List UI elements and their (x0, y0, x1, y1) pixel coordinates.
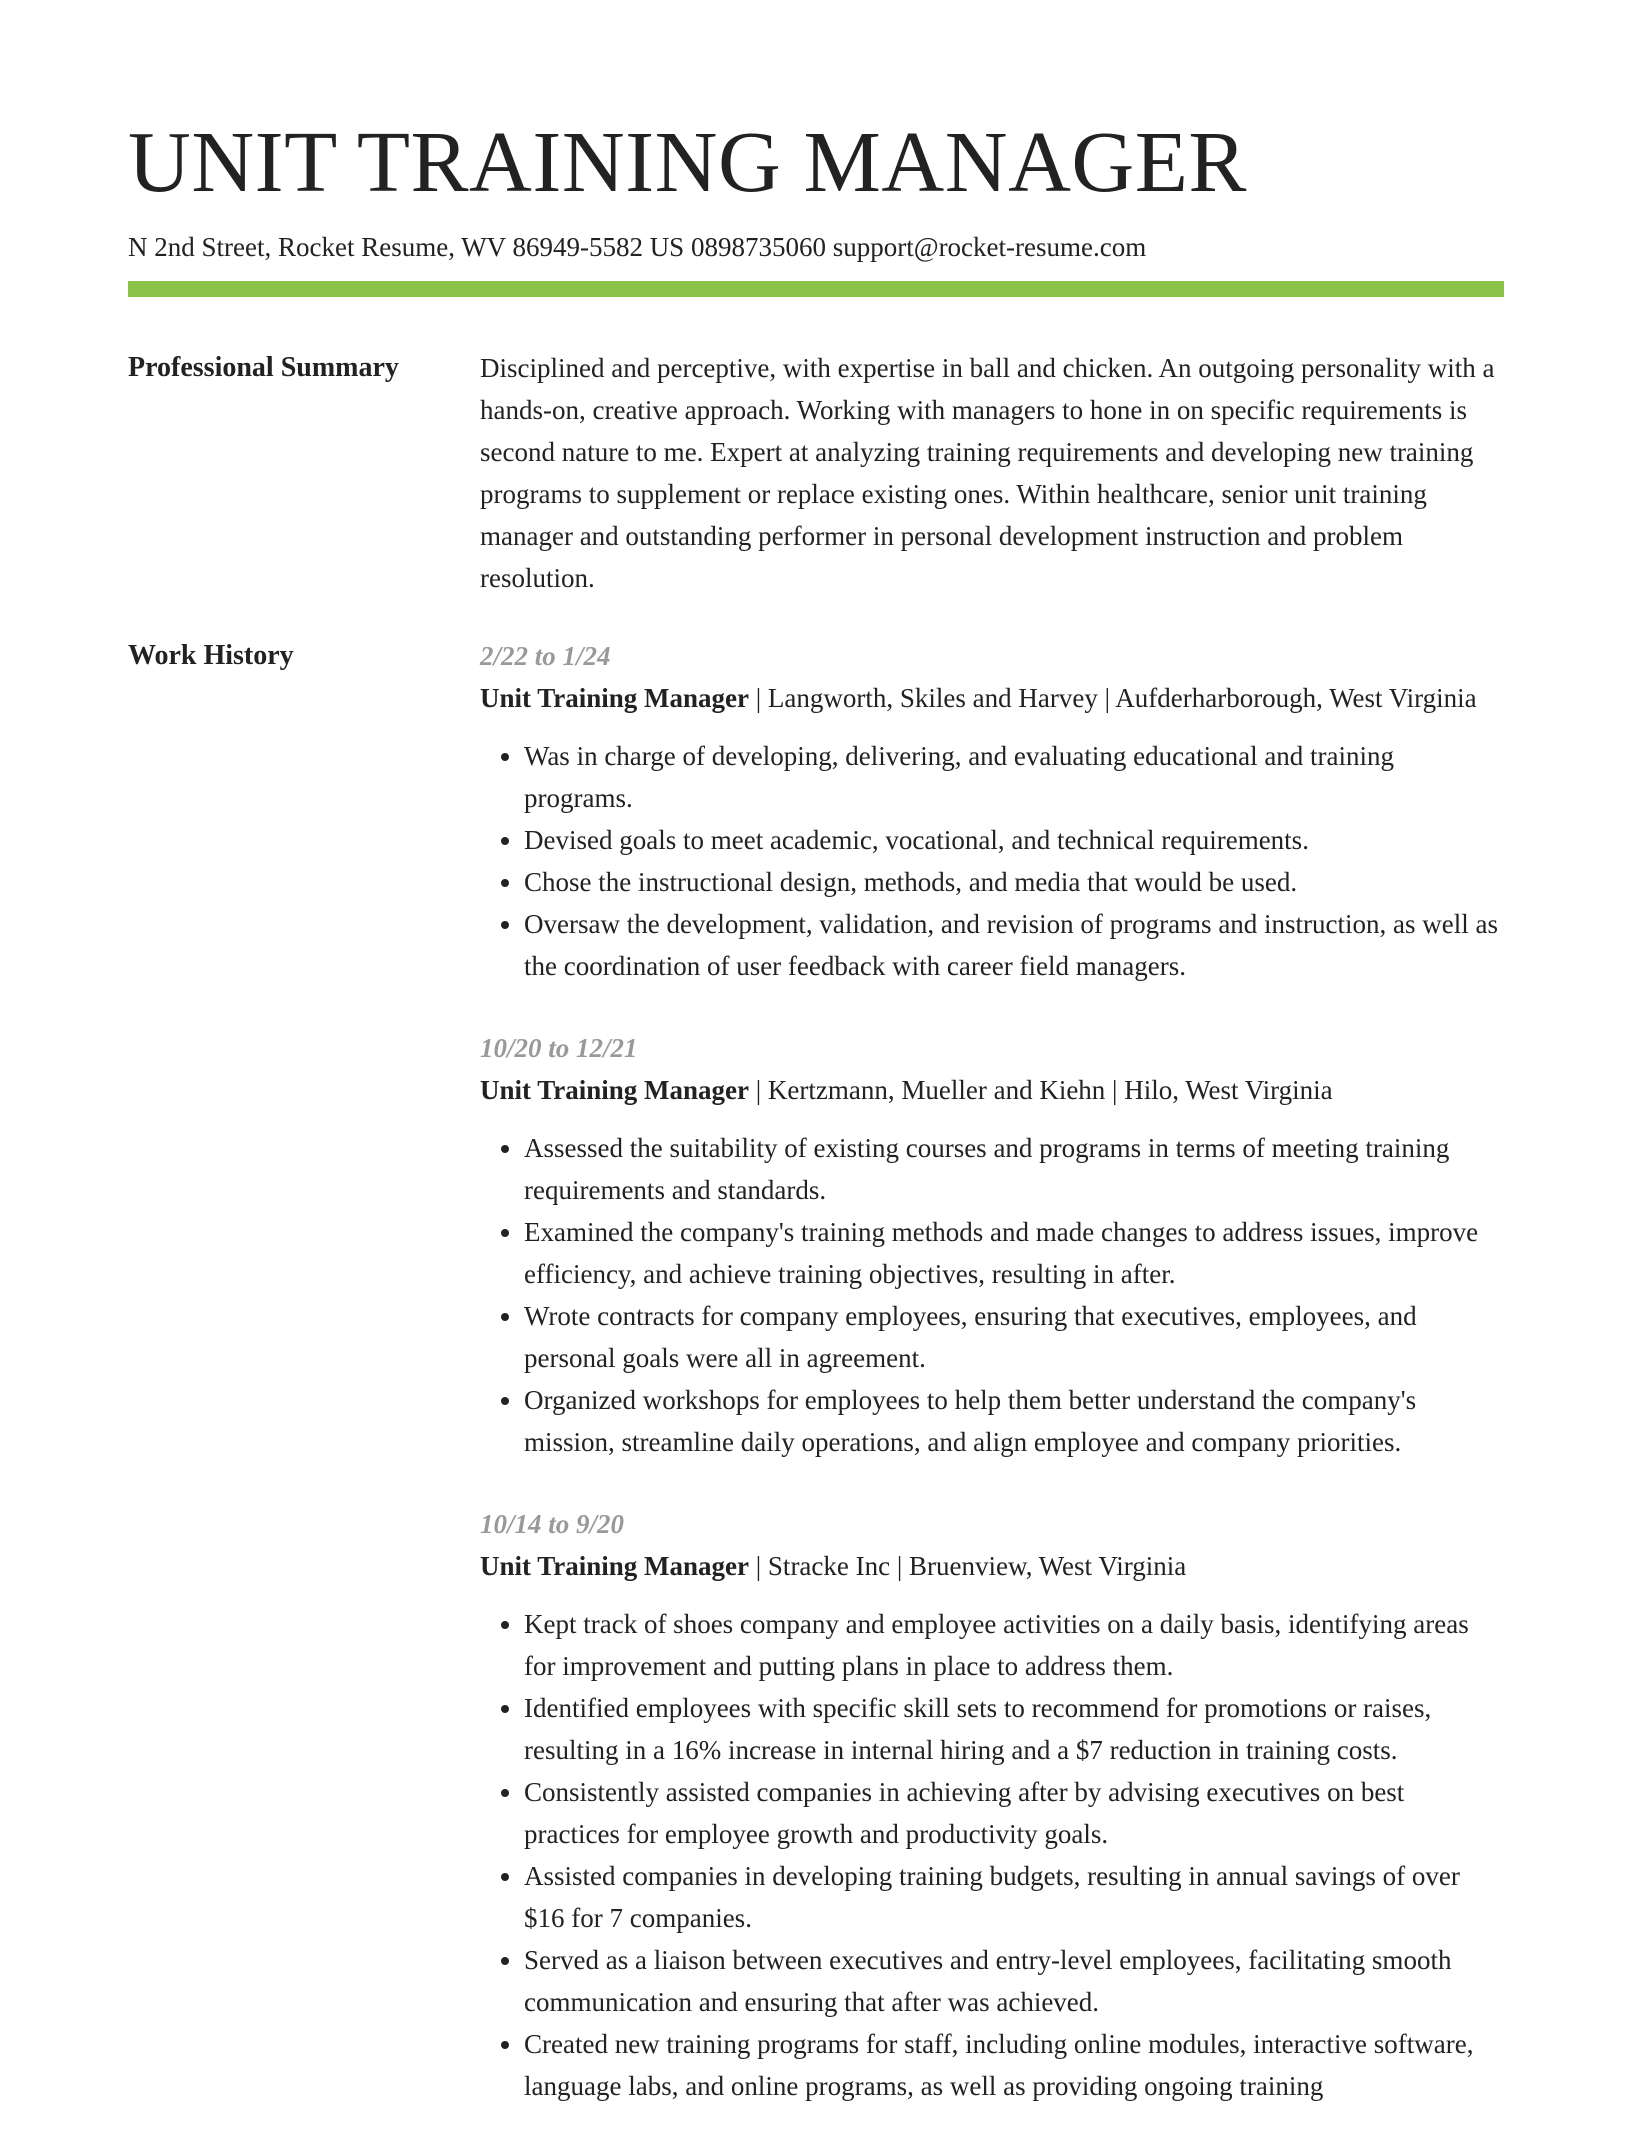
job-bullets (480, 1603, 1504, 2107)
job-header (480, 1069, 1504, 1111)
work-history-section (128, 635, 1504, 2147)
job-entry (480, 635, 1504, 987)
job-header (480, 1545, 1504, 1587)
professional-summary-heading: Professional Summary (128, 352, 399, 384)
job-header (480, 677, 1504, 719)
job-bullets (480, 735, 1504, 987)
job-employer-location: | Kertzmann, Mueller and Kiehn | Hilo, West Virginia (749, 1075, 1333, 1106)
job-bullet: • Examined the company's training methods and made changes to address issues, improve efficiency, and achieve training objectives, resulting in after. (524, 1211, 1504, 1295)
job-dates: 10/14 to 9/20 (480, 1509, 625, 1540)
job-entry (480, 1027, 1504, 1463)
job-bullet: • Chose the instructional design, methods, and media that would be used. (524, 861, 1504, 903)
job-bullet: • Consistently assisted companies in achieving after by advising executives on best practices for employee growth and productivity goals. (524, 1771, 1504, 1855)
contact-info: N 2nd Street, Rocket Resume, WV 86949-5582 US 0898735060 support@rocket-resume.com (128, 232, 1147, 262)
job-dates: 2/22 to 1/24 (480, 641, 611, 672)
job-title: Unit Training Manager (480, 683, 750, 714)
job-title: Unit Training Manager (480, 1551, 750, 1582)
job-dates: 10/20 to 12/21 (480, 1033, 638, 1064)
job-entry (480, 1503, 1504, 2107)
job-bullet: • Created new training programs for staff, including online modules, interactive software, language labs, and online programs, as well as providing ongoing training (524, 2023, 1504, 2107)
job-title: Unit Training Manager (480, 1075, 750, 1106)
professional-summary-section (128, 347, 1504, 599)
work-history-body (480, 635, 1504, 2147)
resume-name: UNIT TRAINING MANAGER (128, 113, 1247, 210)
job-bullet: • Oversaw the development, validation, and revision of programs and instruction, as well as the coordination of user feedback with career field managers. (524, 903, 1504, 987)
job-bullet: • Assessed the suitability of existing courses and programs in terms of meeting training requirements and standards. (524, 1127, 1504, 1211)
job-bullet: • Wrote contracts for company employees, ensuring that executives, employees, and personal goals were all in agreement. (524, 1295, 1504, 1379)
job-bullet: • Organized workshops for employees to help them better understand the company's mission, streamline daily operations, and align employee and company priorities. (524, 1379, 1504, 1463)
professional-summary-text: Disciplined and perceptive, with expertise in ball and chicken. An outgoing personality with a hands-on, creative approach. Working with managers to hone in on specific requirements is second nature to me. Expert at analyzing training requirements and developing new training programs to supplement or replace existing ones. Within healthcare, senior unit training manager and outstanding performer in personal development instruction and problem resolution. (480, 353, 1495, 594)
job-bullet: • Was in charge of developing, delivering, and evaluating educational and training programs. (524, 735, 1504, 819)
professional-summary-body (480, 347, 1504, 599)
job-bullet: • Kept track of shoes company and employee activities on a daily basis, identifying areas for improvement and putting plans in place to address them. (524, 1603, 1504, 1687)
job-bullet: • Identified employees with specific skill sets to recommend for promotions or raises, resulting in a 16% increase in internal hiring and a $7 reduction in training costs. (524, 1687, 1504, 1771)
job-bullet: • Devised goals to meet academic, vocational, and technical requirements. (524, 819, 1504, 861)
job-employer-location: | Langworth, Skiles and Harvey | Aufderharborough, West Virginia (749, 683, 1477, 714)
job-bullet: • Assisted companies in developing training budgets, resulting in annual savings of over $16 for 7 companies. (524, 1855, 1504, 1939)
accent-divider (128, 281, 1504, 297)
work-history-heading: Work History (128, 640, 294, 672)
job-employer-location: | Stracke Inc | Bruenview, West Virginia (749, 1551, 1187, 1582)
job-bullet: • Served as a liaison between executives and entry-level employees, facilitating smooth communication and ensuring that after was achieved. (524, 1939, 1504, 2023)
job-bullets (480, 1127, 1504, 1463)
